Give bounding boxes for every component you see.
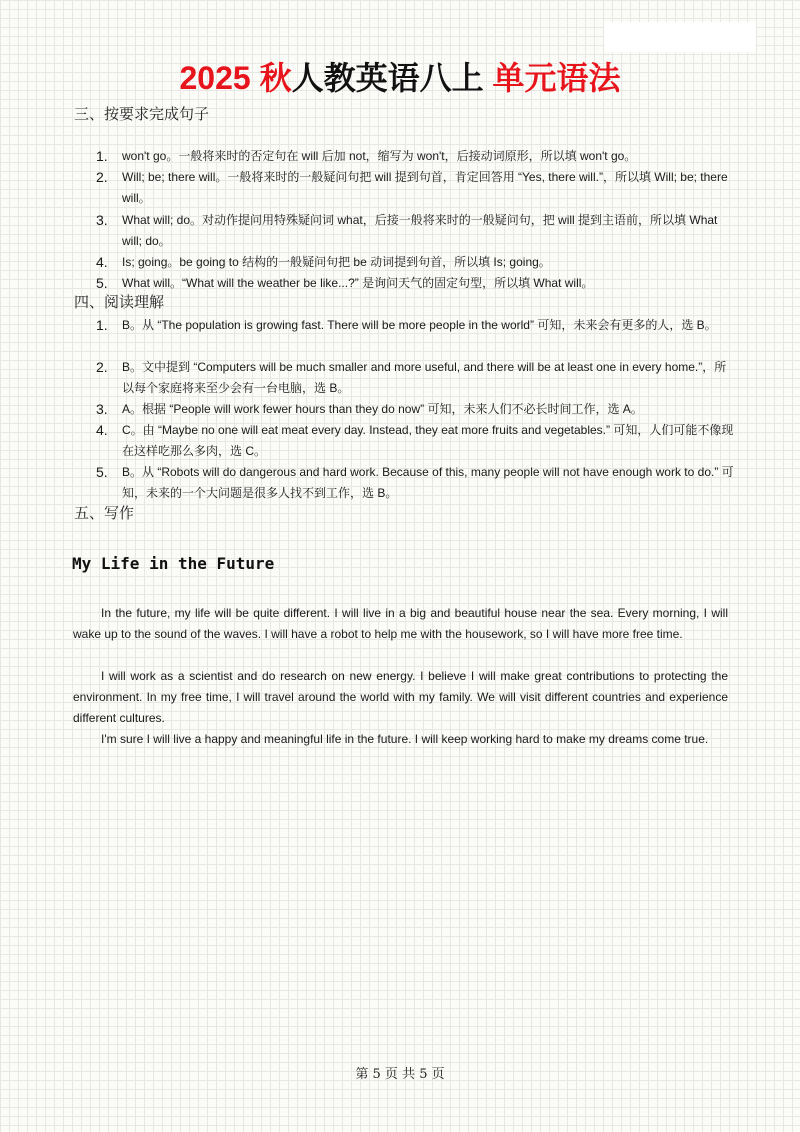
item-number: 3.	[96, 212, 108, 228]
item-text: Will; be; there will。一般将来时的一般疑问句把 will 提到句首，肯定回答用 “Yes, there will.”，所以填 Will; be; there will。	[122, 170, 728, 205]
section-5-heading: 五、写作	[74, 505, 135, 522]
essay-paragraph: I'm sure I will live a happy and meaningful life in the future. I will keep working hard to make my dreams come true.	[101, 732, 709, 746]
section-4-item	[96, 399, 736, 420]
item-number: 2.	[96, 359, 108, 375]
item-number: 4.	[96, 422, 108, 438]
item-text: What will。“What will the weather be like...?” 是询问天气的固定句型，所以填 What will。	[122, 276, 594, 290]
item-text: B。从 “Robots will do dangerous and hard work. Because of this, many people will not have enough work to do.” 可知，未来的一个大问题是很多人找不到工作，选 B。	[122, 465, 734, 500]
section-4-item	[96, 315, 736, 336]
section-4-heading: 四、阅读理解	[74, 294, 165, 311]
essay-title: My Life in the Future	[72, 554, 275, 573]
essay-paragraph: In the future, my life will be quite different. I will live in a big and beautiful house near the sea. Every morning, I will wake up to the sound of the waves. I will have a robot to help me with the housework, so I will have more free time.	[73, 606, 728, 641]
item-number: 1.	[96, 317, 108, 333]
item-text: What will; do。对动作提问用特殊疑问词 what，后接一般将来时的一般疑问句，把 will 提到主语前，所以填 What will; do。	[122, 213, 718, 248]
item-text: C。由 “Maybe no one will eat meat every day. Instead, they eat more fruits and vegetables.” 可知，人们可能不像现在这样吃那么多肉，选 C。	[122, 423, 734, 458]
item-number: 4.	[96, 254, 108, 270]
item-text: won't go。一般将来时的否定句在 will 后加 not，缩写为 won't，后接动词原形，所以填 won't go。	[122, 149, 637, 163]
section-3-item	[96, 167, 736, 209]
essay-paragraph: I will work as a scientist and do research on new energy. I believe I will make great contributions to protecting the environment. In my free time, I will travel around the world with my family. We will visit different countries and experience different cultures.	[73, 669, 728, 725]
section-3-item	[96, 210, 736, 252]
item-text: A。根据 “People will work fewer hours than they do now” 可知，未来人们不必长时间工作，选 A。	[122, 402, 643, 416]
item-text: Is; going。be going to 结构的一般疑问句把 be 动词提到句首，所以填 Is; going。	[122, 255, 551, 269]
section-3-item	[96, 146, 736, 167]
section-4-item	[96, 462, 736, 504]
section-3-item	[96, 273, 736, 294]
item-number: 2.	[96, 169, 108, 185]
item-number: 5.	[96, 464, 108, 480]
section-4-item	[96, 357, 736, 399]
title-course: 人教英语八上	[291, 60, 484, 96]
section-3-heading: 三、按要求完成句子	[74, 106, 210, 123]
page-number: 第 5 页 共 5 页	[355, 1067, 445, 1082]
item-text: B。从 “The population is growing fast. There will be more people in the world” 可知，未来会有更多的人，选 B。	[122, 318, 717, 332]
section-4-item	[96, 420, 736, 462]
title-year-season: 2025 秋	[179, 60, 292, 96]
title-topic: 单元语法	[483, 60, 621, 96]
header-corner-patch	[604, 22, 756, 52]
item-number: 5.	[96, 275, 108, 291]
item-text: B。文中提到 “Computers will be much smaller and more useful, and there will be at least one in every home.”，所以每个家庭将来至少会有一台电脑，选 B。	[122, 360, 727, 395]
section-3-item	[96, 252, 736, 273]
page-title	[0, 56, 800, 100]
item-number: 1.	[96, 148, 108, 164]
item-number: 3.	[96, 401, 108, 417]
